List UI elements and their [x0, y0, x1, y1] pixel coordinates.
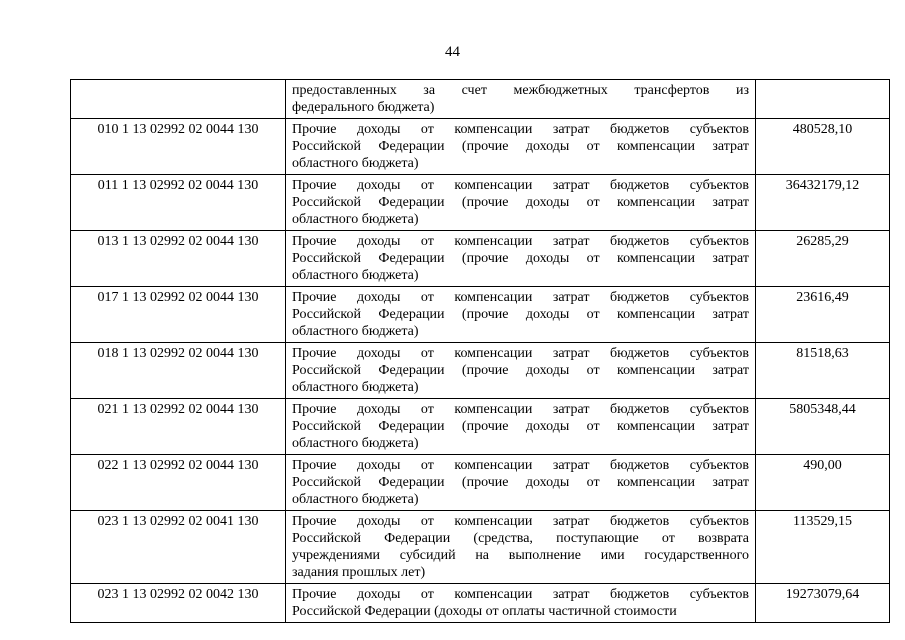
description-line: Российской Федерации (прочие доходы от компенсации затрат [292, 475, 749, 490]
description-line: Прочие доходы от компенсации затрат бюджетов субъектов [292, 122, 749, 137]
amount-cell: 23616,49 [756, 287, 890, 343]
description-line: Прочие доходы от компенсации затрат бюджетов субъектов [292, 587, 749, 602]
description-line: учреждениями субсидий на выполнение ими государственного [292, 548, 749, 563]
table-row [71, 584, 890, 623]
description-line: федерального бюджета) [292, 100, 435, 115]
budget-revenue-table [70, 79, 890, 623]
revenue-code-cell: 017 1 13 02992 02 0044 130 [71, 287, 286, 343]
description-line: Российской Федерации (прочие доходы от компенсации затрат [292, 307, 749, 322]
amount-cell [756, 80, 890, 119]
description-line: Прочие доходы от компенсации затрат бюджетов субъектов [292, 514, 749, 529]
revenue-code-cell [71, 80, 286, 119]
description-line: областного бюджета) [292, 324, 419, 339]
table-row [71, 399, 890, 455]
table-row [71, 511, 890, 584]
revenue-description-cell [286, 80, 756, 119]
table-row [71, 287, 890, 343]
table-row [71, 231, 890, 287]
revenue-code-cell: 018 1 13 02992 02 0044 130 [71, 343, 286, 399]
revenue-code-cell: 022 1 13 02992 02 0044 130 [71, 455, 286, 511]
description-line: Прочие доходы от компенсации затрат бюджетов субъектов [292, 346, 749, 361]
amount-cell: 19273079,64 [756, 584, 890, 623]
table-body [71, 80, 890, 623]
description-line: Российской Федерации (прочие доходы от компенсации затрат [292, 195, 749, 210]
description-line: областного бюджета) [292, 380, 419, 395]
description-line: предоставленных за счет межбюджетных трансфертов из [292, 83, 749, 98]
revenue-code-cell: 023 1 13 02992 02 0041 130 [71, 511, 286, 584]
description-line: Прочие доходы от компенсации затрат бюджетов субъектов [292, 290, 749, 305]
description-line: областного бюджета) [292, 492, 419, 507]
revenue-description-cell [286, 119, 756, 175]
amount-cell: 36432179,12 [756, 175, 890, 231]
amount-cell: 113529,15 [756, 511, 890, 584]
revenue-description-cell [286, 287, 756, 343]
revenue-code-cell: 013 1 13 02992 02 0044 130 [71, 231, 286, 287]
amount-cell: 81518,63 [756, 343, 890, 399]
revenue-code-cell: 023 1 13 02992 02 0042 130 [71, 584, 286, 623]
description-line: задания прошлых лет) [292, 565, 426, 580]
description-line: Прочие доходы от компенсации затрат бюджетов субъектов [292, 458, 749, 473]
revenue-code-cell: 011 1 13 02992 02 0044 130 [71, 175, 286, 231]
description-line: областного бюджета) [292, 436, 419, 451]
revenue-description-cell [286, 455, 756, 511]
table-row [71, 80, 890, 119]
revenue-code-cell: 010 1 13 02992 02 0044 130 [71, 119, 286, 175]
amount-cell: 5805348,44 [756, 399, 890, 455]
revenue-description-cell [286, 584, 756, 623]
description-line: Российской Федерации (прочие доходы от компенсации затрат [292, 251, 749, 266]
description-line: областного бюджета) [292, 268, 419, 283]
description-line: Прочие доходы от компенсации затрат бюджетов субъектов [292, 402, 749, 417]
amount-cell: 26285,29 [756, 231, 890, 287]
revenue-code-cell: 021 1 13 02992 02 0044 130 [71, 399, 286, 455]
description-line: Российской Федерации (доходы от оплаты частичной стоимости [292, 604, 677, 619]
revenue-description-cell [286, 343, 756, 399]
amount-cell: 490,00 [756, 455, 890, 511]
table-row [71, 175, 890, 231]
revenue-description-cell [286, 231, 756, 287]
revenue-description-cell [286, 511, 756, 584]
revenue-description-cell [286, 399, 756, 455]
description-line: Российской Федерации (средства, поступающие от возврата [292, 531, 749, 546]
revenue-description-cell [286, 175, 756, 231]
description-line: Прочие доходы от компенсации затрат бюджетов субъектов [292, 178, 749, 193]
table-row [71, 455, 890, 511]
description-line: Российской Федерации (прочие доходы от компенсации затрат [292, 419, 749, 434]
description-line: областного бюджета) [292, 212, 419, 227]
table-row [71, 343, 890, 399]
amount-cell: 480528,10 [756, 119, 890, 175]
description-line: Российской Федерации (прочие доходы от компенсации затрат [292, 139, 749, 154]
page-number: 44 [445, 44, 460, 60]
table-row [71, 119, 890, 175]
description-line: областного бюджета) [292, 156, 419, 171]
description-line: Российской Федерации (прочие доходы от компенсации затрат [292, 363, 749, 378]
description-line: Прочие доходы от компенсации затрат бюджетов субъектов [292, 234, 749, 249]
